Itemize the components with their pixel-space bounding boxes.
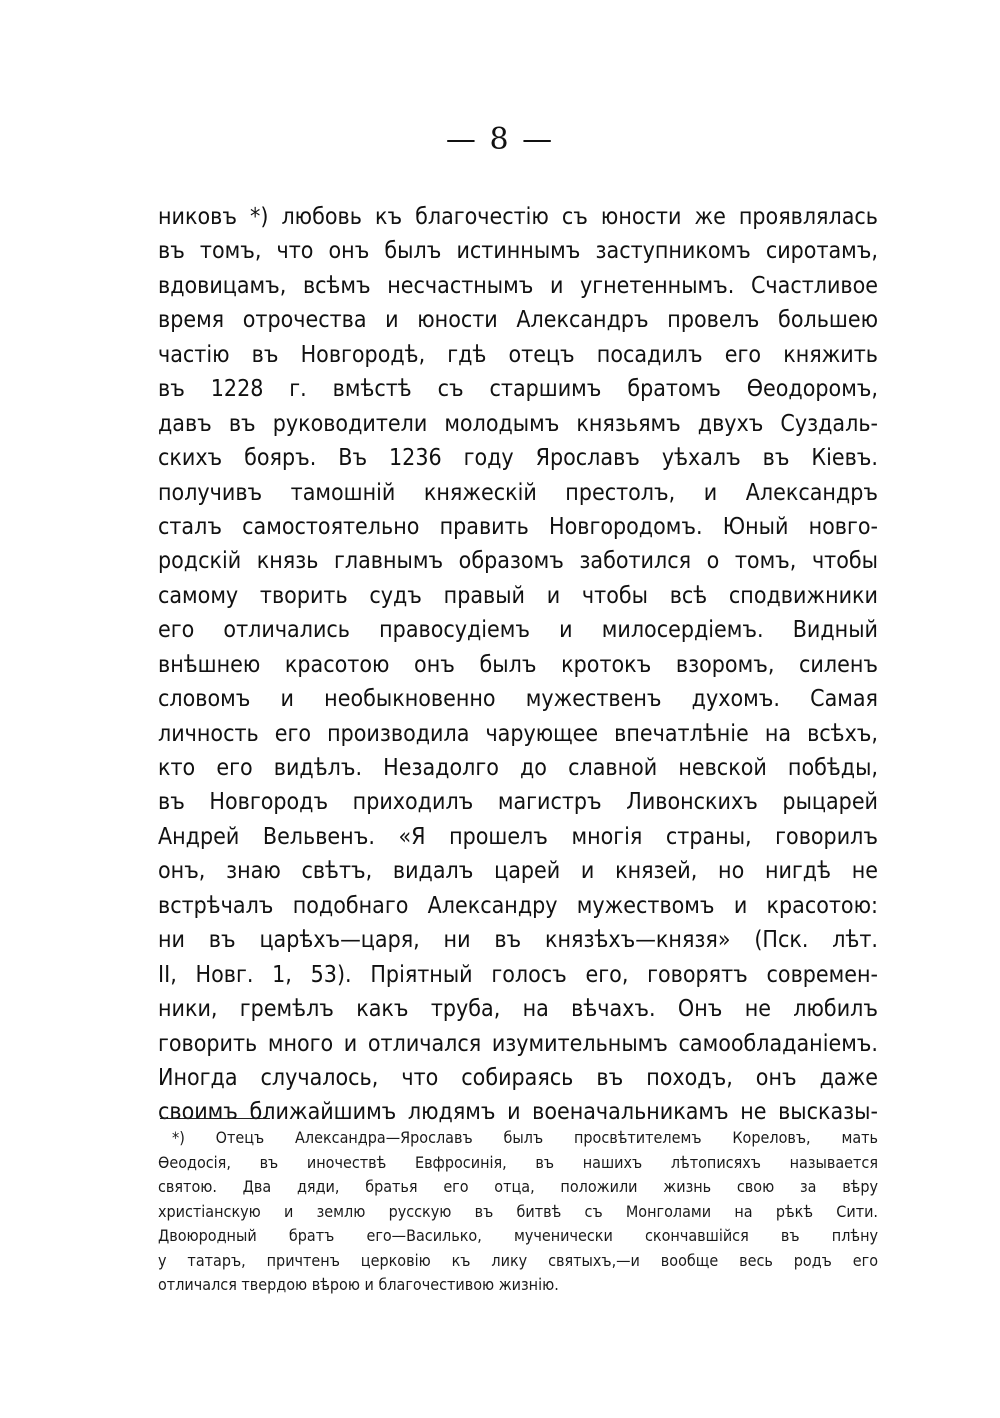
text-line: встрѣчалъ подобнаго Александру мужествомъ и красотою:: [158, 892, 878, 919]
text-line: въ 1228 г. вмѣстѣ съ старшимъ братомъ Ѳеодоромъ,: [158, 376, 878, 403]
page-number: — 8 —: [445, 122, 555, 157]
text-line: въ Новгородъ приходилъ магистръ Ливонскихъ рыцарей: [158, 789, 878, 816]
text-line: получивъ тамошній княжескій престолъ, и Александръ: [158, 479, 878, 506]
text-line: внѣшнею красотою онъ былъ кротокъ взоромъ, силенъ: [158, 651, 878, 678]
text-line: кто его видѣлъ. Незадолго до славной невской побѣды,: [158, 755, 878, 781]
text-line: словомъ и необыкновенно мужественъ духомъ. Самая: [158, 686, 878, 713]
footnote-line: Ѳеодосія, въ иночествѣ Евфросинія, въ нашихъ лѣтописяхъ называется: [158, 1152, 878, 1172]
footnote-line: Двоюродный братъ его—Василько, мученически скончавшійся въ плѣну: [158, 1226, 878, 1245]
text-line: вдовицамъ, всѣмъ несчастнымъ и угнетеннымъ. Счастливое: [158, 272, 878, 299]
footnote-line: христіанскую и землю русскую въ битвѣ съ Монголами на рѣкѣ Сити.: [158, 1201, 878, 1221]
text-line: давъ въ руководители молодымъ князьямъ двухъ Суздаль-: [158, 410, 878, 437]
text-line: родскій князь главнымъ образомъ заботился о томъ, чтобы: [158, 548, 878, 575]
text-line: въ томъ, что онъ былъ истиннымъ заступникомъ сиротамъ,: [158, 238, 878, 265]
main-text: [158, 200, 878, 1130]
text-line: онъ, знаю свѣтъ, видалъ царей и князей, но нигдѣ не: [158, 858, 878, 885]
text-line: II, Новг. 1, 53). Пріятный голосъ его, говорятъ современ-: [158, 961, 878, 988]
text-line: сталъ самостоятельно править Новгородомъ. Юный новго-: [158, 513, 878, 540]
text-line: Иногда случалось, что собираясь въ походъ, онъ даже: [158, 1064, 878, 1091]
text-line: самому творить судъ правый и чтобы всѣ сподвижники: [158, 582, 878, 609]
text-line: говорить много и отличался изумительнымъ самообладаніемъ.: [158, 1030, 878, 1057]
footnote-line: отличался твердою вѣрою и благочестивою жизнію.: [158, 1275, 559, 1294]
text-line: ни въ царѣхъ—царя, ни въ князѣхъ—князя» (Пск. лѣт.: [158, 927, 878, 954]
text-line: скихъ бояръ. Въ 1236 году Ярославъ уѣхалъ въ Кіевъ.: [158, 445, 878, 472]
footnote-divider: [160, 1118, 270, 1119]
text-line: Андрей Вельвенъ. «Я прошелъ многія страны, говорилъ: [158, 823, 878, 850]
footnote-line: *) Отецъ Александра—Ярославъ былъ просвѣтителемъ Кореловъ, мать: [172, 1128, 878, 1147]
text-line: время отрочества и юности Александръ провелъ большею: [158, 307, 878, 334]
footnote-line: святою. Два дяди, братья его отца, положили жизнь свою за вѣру: [158, 1177, 878, 1196]
text-line: личность его производила чарующее впечатлѣніе на всѣхъ,: [158, 720, 878, 747]
footnote-line: у татаръ, причтенъ церковію къ лику святыхъ,—и вообще весь родъ его: [158, 1250, 878, 1270]
text-line: ники, гремѣлъ какъ труба, на вѣчахъ. Онъ не любилъ: [158, 996, 878, 1023]
text-line: его отличались правосудіемъ и милосердіемъ. Видный: [158, 617, 878, 644]
text-line: своимъ ближайшимъ людямъ и военачальникамъ не высказы-: [158, 1099, 878, 1126]
text-line: никовъ *) любовь къ благочестію съ юности же проявлялась: [158, 204, 878, 230]
text-line: частію въ Новгородѣ, гдѣ отецъ посадилъ его княжить: [158, 341, 878, 368]
footnote: [158, 1126, 878, 1298]
